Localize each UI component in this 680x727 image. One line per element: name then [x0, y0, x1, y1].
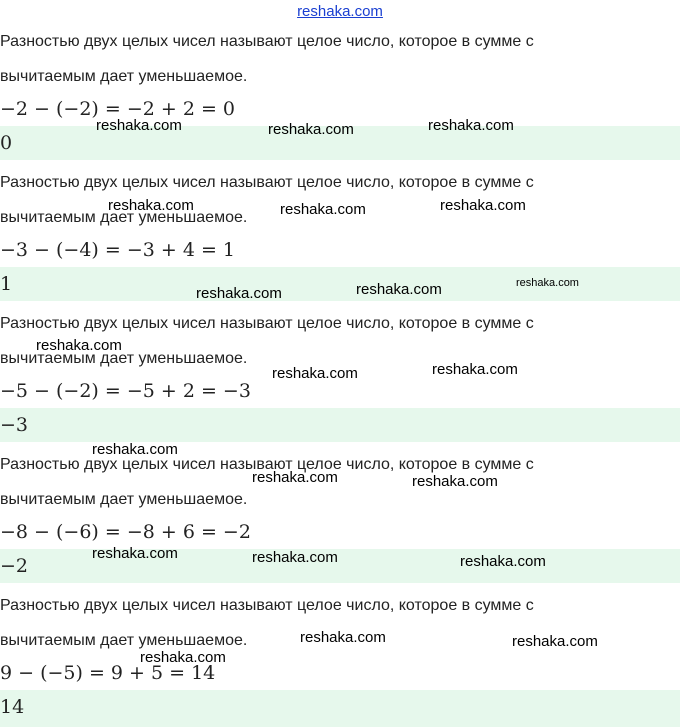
equation: −5 − (−2) = −5 + 2 = −3 — [0, 380, 251, 402]
rule-line-1: Разностью двух целых чисел называют целое число, которое в сумме с — [0, 597, 534, 614]
answer-value: 14 — [0, 696, 25, 718]
equation: −3 − (−4) = −3 + 4 = 1 — [0, 239, 236, 261]
equation: 9 − (−5) = 9 + 5 = 14 — [0, 662, 216, 684]
watermark: reshaka.com — [440, 197, 526, 214]
watermark: reshaka.com — [108, 197, 194, 214]
answer-band — [0, 690, 680, 727]
watermark: reshaka.com — [428, 117, 514, 134]
rule-line-2: вычитаемым дает уменьшаемое. — [0, 491, 248, 508]
watermark: reshaka.com — [140, 649, 226, 666]
watermark: reshaka.com — [96, 117, 182, 134]
answer-value: −2 — [0, 555, 29, 577]
rule-line-2: вычитаемым дает уменьшаемое. — [0, 350, 248, 367]
rule-line-1: Разностью двух целых чисел называют целое число, которое в сумме с — [0, 315, 534, 332]
watermark: reshaka.com — [252, 469, 338, 486]
rule-line-1: Разностью двух целых чисел называют целое число, которое в сумме с — [0, 33, 534, 50]
watermark: reshaka.com — [356, 281, 442, 298]
watermark: reshaka.com — [272, 365, 358, 382]
watermark: reshaka.com — [36, 337, 122, 354]
answer-value: −3 — [0, 414, 29, 436]
watermark: reshaka.com — [268, 121, 354, 138]
rule-line-2: вычитаемым дает уменьшаемое. — [0, 632, 248, 649]
rule-line-2: вычитаемым дает уменьшаемое. — [0, 209, 248, 226]
watermark: reshaka.com — [196, 285, 282, 302]
equation: −8 − (−6) = −8 + 6 = −2 — [0, 521, 251, 543]
watermark: reshaka.com — [516, 277, 579, 289]
watermark: reshaka.com — [432, 361, 518, 378]
answer-value: 0 — [0, 132, 13, 154]
site-link[interactable]: reshaka.com — [297, 3, 383, 20]
answer-value: 1 — [0, 273, 13, 295]
rule-line-1: Разностью двух целых чисел называют целое число, которое в сумме с — [0, 174, 534, 191]
watermark: reshaka.com — [92, 545, 178, 562]
equation: −2 − (−2) = −2 + 2 = 0 — [0, 98, 236, 120]
watermark: reshaka.com — [300, 629, 386, 646]
watermark: reshaka.com — [92, 441, 178, 458]
watermark: reshaka.com — [412, 473, 498, 490]
watermark: reshaka.com — [252, 549, 338, 566]
rule-line-2: вычитаемым дает уменьшаемое. — [0, 68, 248, 85]
watermark: reshaka.com — [280, 201, 366, 218]
rule-line-1: Разностью двух целых чисел называют целое число, которое в сумме с — [0, 456, 534, 473]
watermark: reshaka.com — [460, 553, 546, 570]
watermark: reshaka.com — [512, 633, 598, 650]
